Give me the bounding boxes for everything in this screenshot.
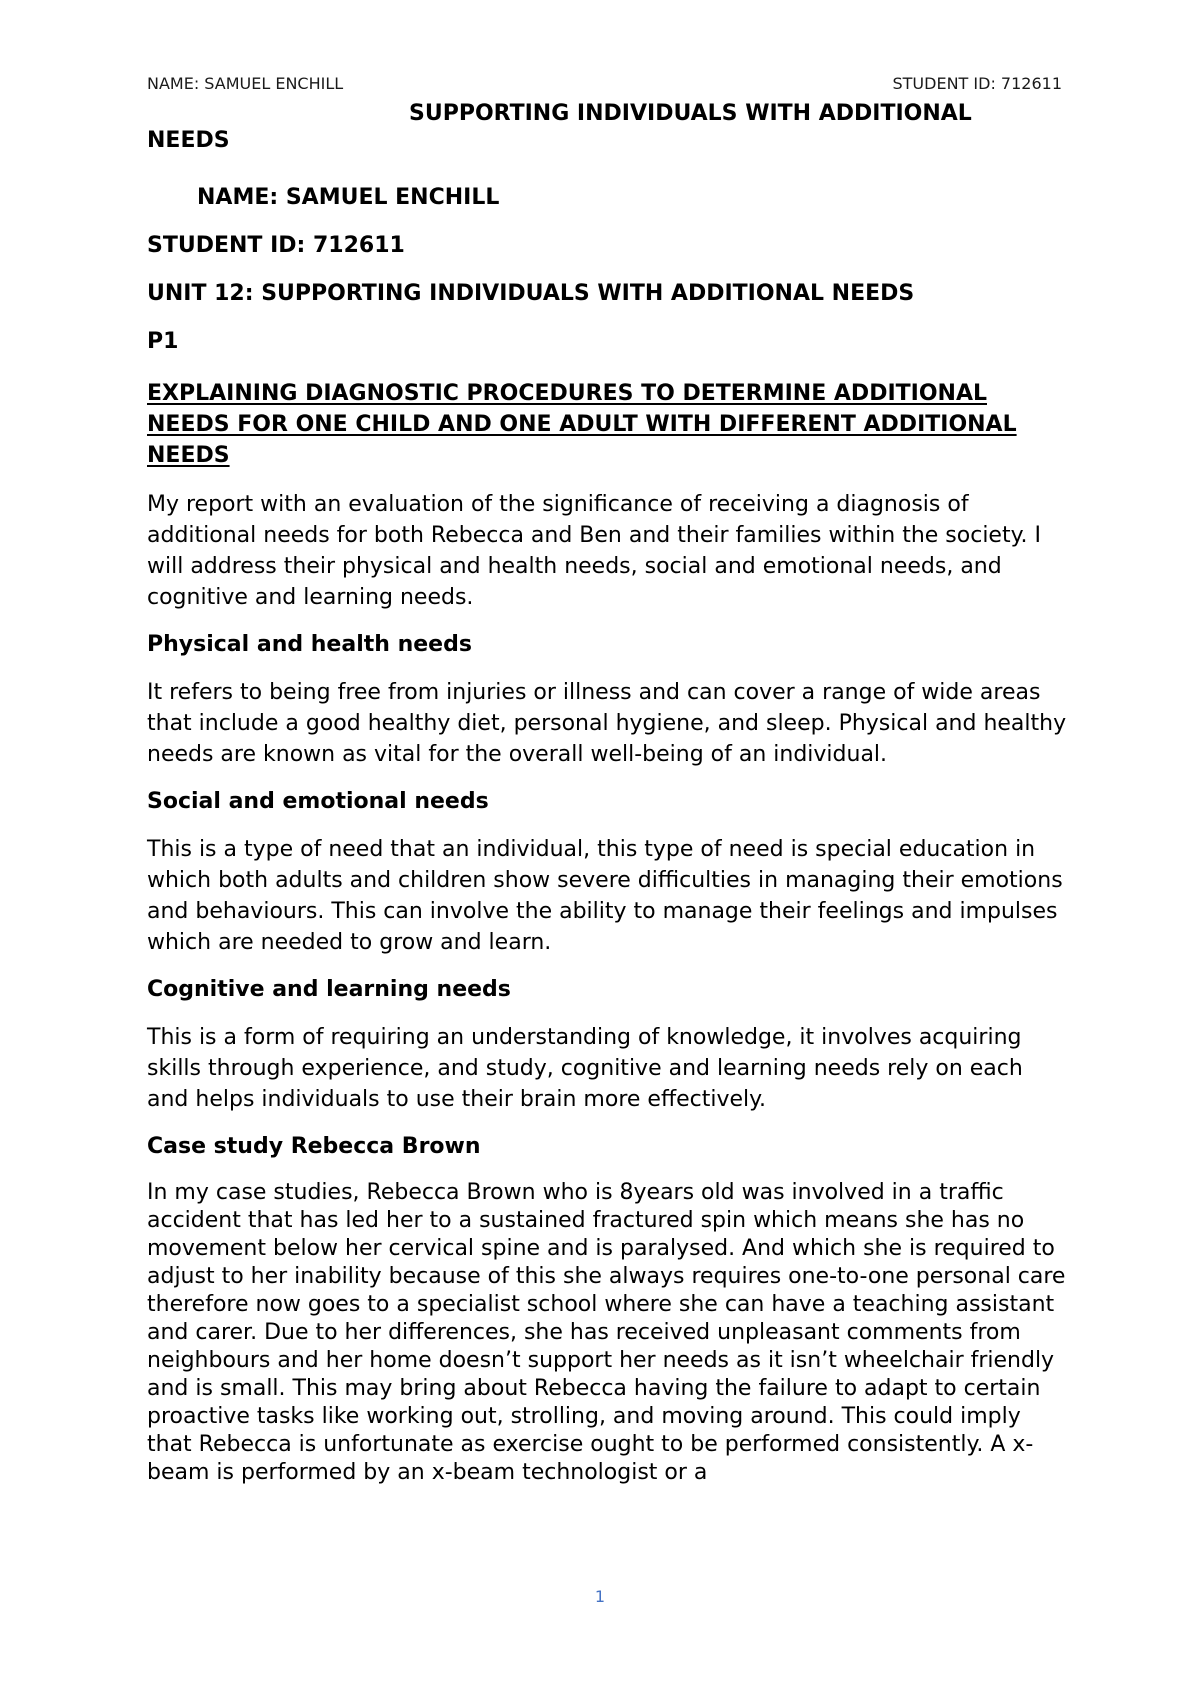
section-body-case-study: In my case studies, Rebecca Brown who is 8years old was involved in a traffic accident that has led her to a sustained fractured spin which means she has no movement below her cervical spine and is paralysed. And which she is required to adjust to her inability because of this she always requires one-to-one personal care therefore now goes to a specialist school where she can have a teaching assistant and carer. Due to her differences, she has received unpleasant comments from neighbours and her home doesn’t support her needs as it isn’t wheelchair friendly and is small. This may bring about Rebecca having the failure to adapt to certain proactive tasks like working out, strolling, and moving around. This could imply that Rebecca is unfortunate as exercise ought to be performed consistently. A x-beam is performed by an x-beam technologist or a [147,1180,1066,1485]
header-name: NAME: SAMUEL ENCHILL [147,74,344,93]
document-title: SUPPORTING INDIVIDUALS WITH ADDITIONAL [409,101,972,126]
header-student-id: STUDENT ID: 712611 [892,74,1062,93]
intro-paragraph: My report with an evaluation of the significance of receiving a diagnosis of additional needs for both Rebecca and Ben and their families within the society. I will address their physical and health needs, social and emotional needs, and cognitive and learning needs. [147,492,1041,610]
student-id-line: STUDENT ID: 712611 [147,233,405,258]
unit-line: UNIT 12: SUPPORTING INDIVIDUALS WITH ADDITIONAL NEEDS [147,281,915,306]
section-body-social: This is a type of need that an individual, this type of need is special education in which both adults and children show severe difficulties in managing their emotions and behaviours. This can involve the ability to manage their feelings and impulses which are needed to grow and learn. [147,837,1063,955]
document-title-continued: NEEDS [147,128,230,153]
page-number: 1 [594,1587,606,1606]
p1-label: P1 [147,329,179,354]
section-body-cognitive: This is a form of requiring an understanding of knowledge, it involves acquiring skills through experience, and study, cognitive and learning needs rely on each and helps individuals to use their brain more effectively. [147,1025,1023,1112]
section-body-physical: It refers to being free from injuries or illness and can cover a range of wide areas that include a good healthy diet, personal hygiene, and sleep. Physical and healthy needs are known as vital for the overall well-being of an individual. [147,680,1067,767]
main-heading: EXPLAINING DIAGNOSTIC PROCEDURES TO DETERMINE ADDITIONAL NEEDS FOR ONE CHILD AND ONE ADULT WITH DIFFERENT ADDITIONAL NEEDS [147,381,1017,468]
section-heading-physical: Physical and health needs [147,632,472,657]
section-heading-social: Social and emotional needs [147,789,489,814]
student-name-line: NAME: SAMUEL ENCHILL [197,185,500,210]
section-heading-cognitive: Cognitive and learning needs [147,977,511,1002]
document-body [147,100,1067,1487]
section-heading-case-study: Case study Rebecca Brown [147,1134,481,1159]
